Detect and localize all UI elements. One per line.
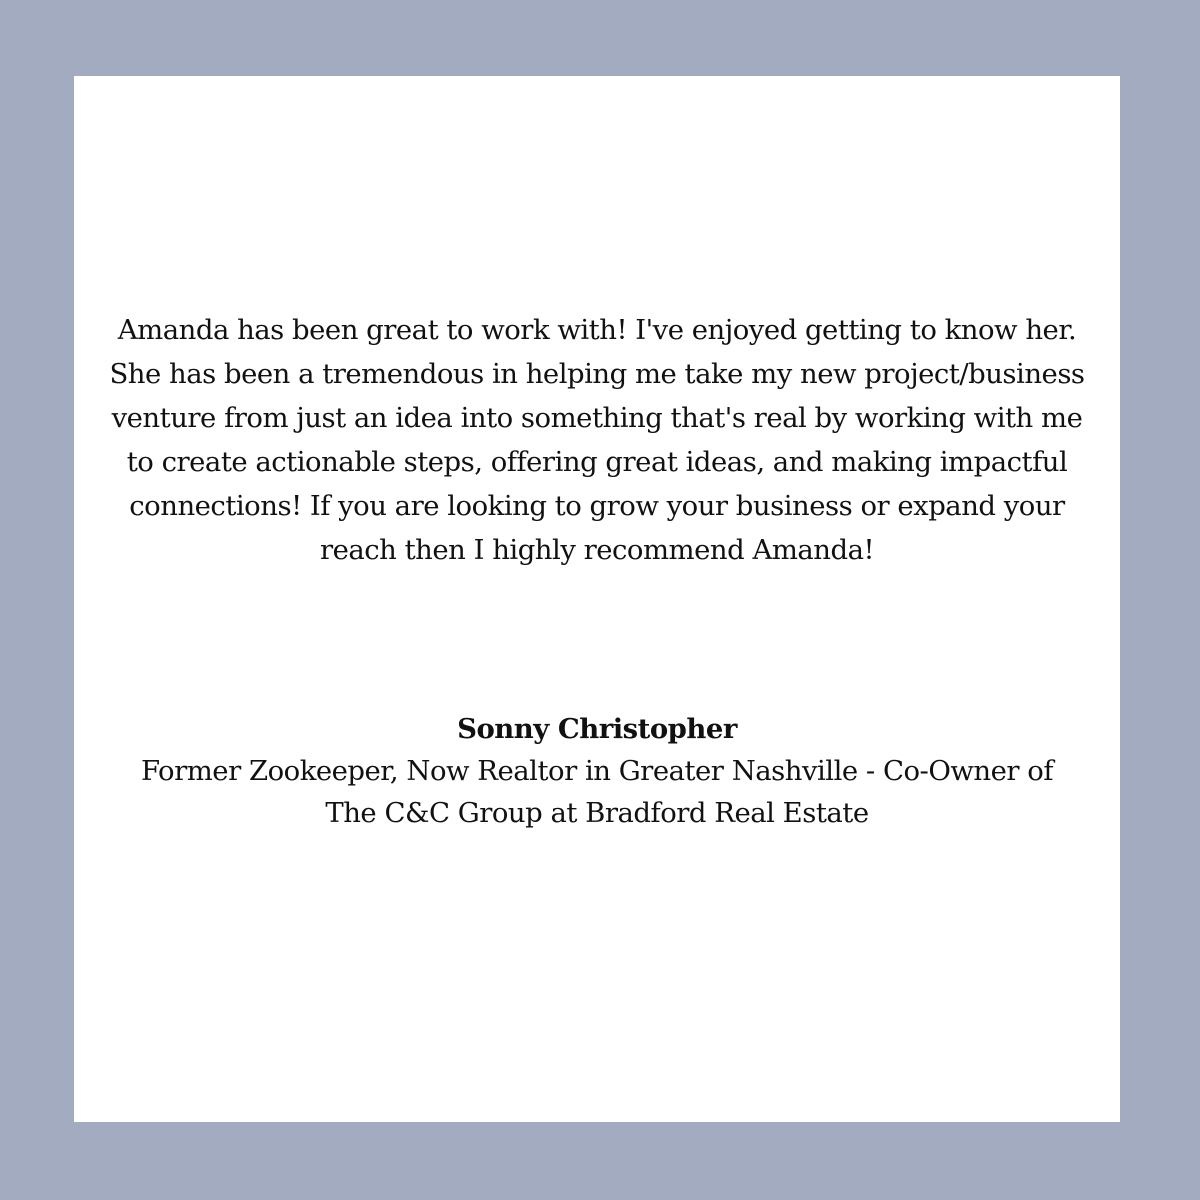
testimonial-card — [74, 76, 1120, 1122]
author-name: Sonny Christopher — [457, 713, 737, 745]
author-title: Former Zookeeper, Now Realtor in Greater Nashville - Co-Owner of The C&C Group at Bradford Real Estate — [140, 755, 1054, 829]
testimonial-author — [108, 708, 1086, 834]
testimonial-quote: Amanda has been great to work with! I've enjoyed getting to know her. She has been a tremendous in helping me take my new project/business venture from just an idea into something that's real by working with me to create actionable steps, offering great ideas, and making impactful connections! If you are looking to grow your business or expand your reach then I highly recommend Amanda! — [109, 314, 1085, 566]
